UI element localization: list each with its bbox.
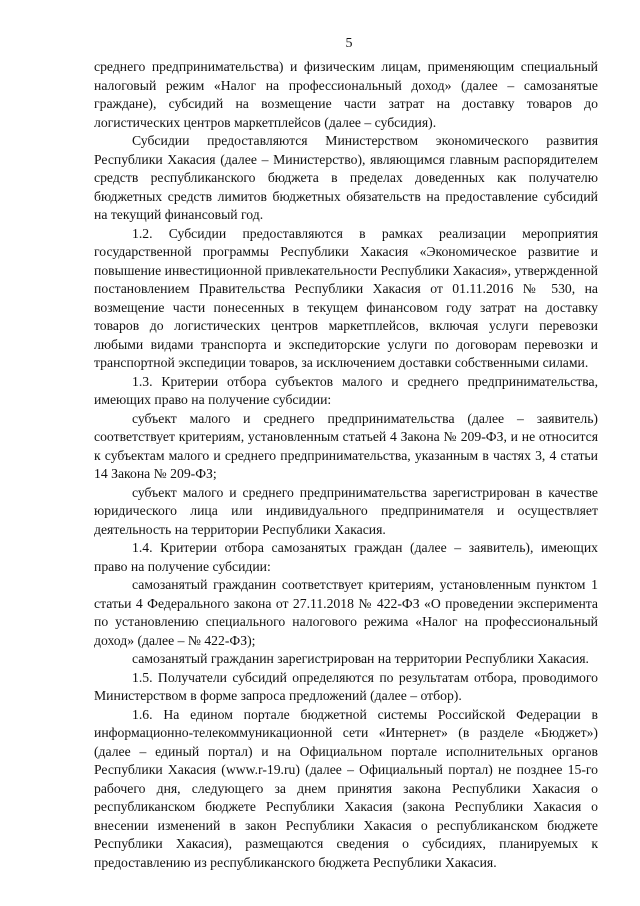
paragraph: самозанятый гражданин соответствует критериям, установленным пунктом 1 статьи 4 Федерального закона от 27.11.2018 № 422-ФЗ «О проведении эксперимента по установлению специального налогового режима «Налог на профессиональный доход» (далее – № 422-ФЗ); [94,577,598,648]
paragraph: субъект малого и среднего предпринимательства зарегистрирован в качестве юридического лица или индивидуального предпринимателя и осуществляет деятельность на территории Республики Хакасия. [94,484,598,537]
paragraph: самозанятый гражданин зарегистрирован на территории Республики Хакасия. [132,651,589,666]
paragraph: среднего предпринимательства) и физическим лицам, применяющим специальный налоговый режим «Налог на профессиональный доход» (далее – самозанятые граждане), субсидий на возмещение части затрат на доставку товаров до логистических центров маркетплейсов (далее – субсидия). [94,59,598,130]
paragraph: 1.5. Получатели субсидий определяются по результатам отбора, проводимого Министерством в форме запроса предложений (далее – отбор). [94,669,598,703]
paragraph: 1.6. На едином портале бюджетной системы Российской Федерации в информационно-телекоммуникационной сети «Интернет» (в разделе «Бюджет») (далее – единый портал) и на Официальном портале исполнительных органов Республики Хакасия (www.r-19.ru) (далее – Официальный портал) не позднее 15-го рабочего дня, следующего за днем принятия закона Республики Хакасия о республиканском бюджете Республики Хакасия (закона Республики Хакасия о внесении изменений в закон Республики Хакасия о республиканском бюджете Республики Хакасия), размещаются сведения о субсидиях, планируемых к предоставлению из республиканского бюджета Республики Хакасия. [94,706,598,870]
document-body [94,58,598,872]
paragraph: 1.2. Субсидии предоставляются в рамках реализации мероприятия государственной программы Республики Хакасия «Экономическое развитие и повышение инвестиционной привлекательности Республики Хакасия», утвержденной постановлением Правительства Республики Хакасия от 01.11.2016 № 530, на возмещение части понесенных в текущем финансовом году затрат на доставку товаров до логистических центров маркетплейсов, включая услуги перевозки любыми видами транспорта и экспедиторские услуги по договорам перевозки и транспортной экспедиции товаров, за исключением доставки собственными силами. [94,225,598,370]
page-number: 5 [345,36,353,51]
paragraph: субъект малого и среднего предпринимательства (далее – заявитель) соответствует критериям, установленным статьей 4 Закона № 209-ФЗ, и не относится к субъектам малого и среднего предпринимательства, указанным в частях 3, 4 статьи 14 Закона № 209-ФЗ; [94,410,598,481]
paragraph: 1.3. Критерии отбора субъектов малого и среднего предпринимательства, имеющих право на получение субсидии: [94,373,598,407]
paragraph: Субсидии предоставляются Министерством экономического развития Республики Хакасия (далее – Министерство), являющимся главным распорядителем средств республиканского бюджета в пределах доведенных как получателю бюджетных средств лимитов бюджетных обязательств на предоставление субсидий на текущий финансовый год. [94,133,598,222]
paragraph: 1.4. Критерии отбора самозанятых граждан (далее – заявитель), имеющих право на получение субсидии: [94,540,598,574]
